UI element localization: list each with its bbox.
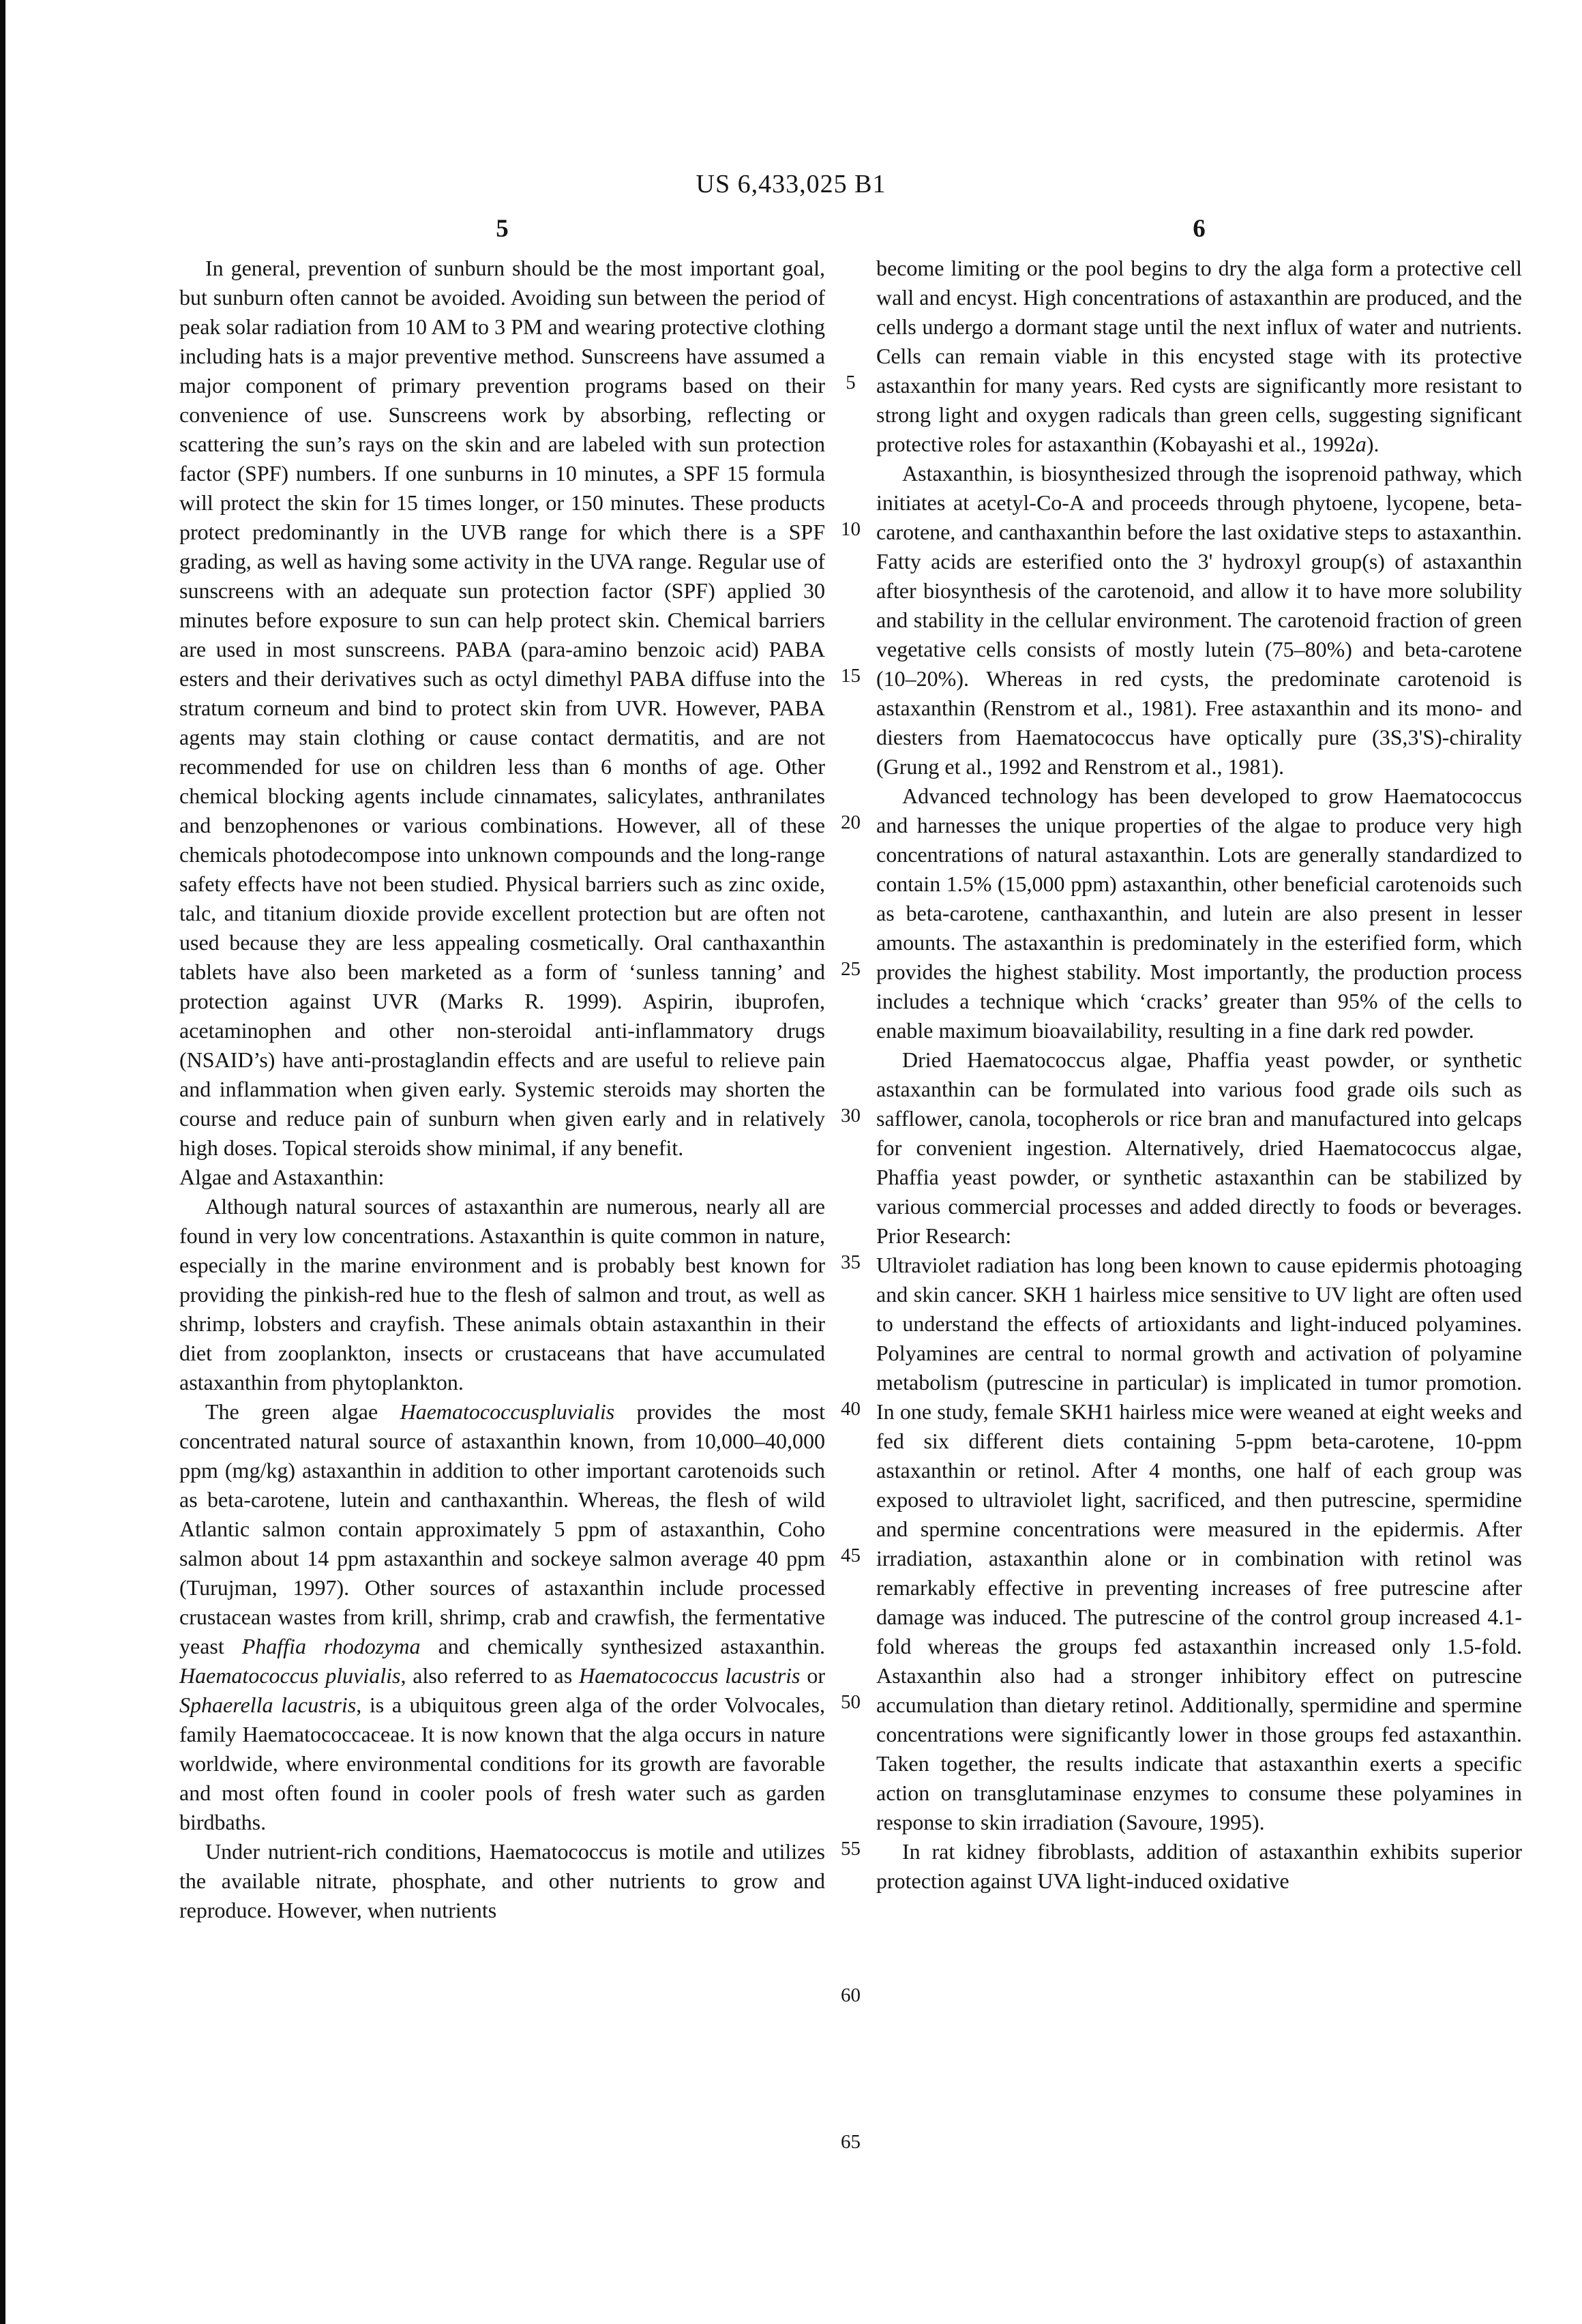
- italic-text-run: Haematococcus pluvialis: [179, 1663, 401, 1688]
- italic-text-run: Haematococcuspluvialis: [400, 1399, 615, 1424]
- gutter-line-number: 15: [841, 665, 861, 687]
- text-run: or: [800, 1663, 826, 1688]
- text-run: ).: [1366, 432, 1379, 456]
- paragraph: [179, 1192, 825, 1397]
- scan-edge-artifact: [0, 0, 5, 2324]
- gutter-line-number: 5: [846, 372, 856, 393]
- text-run: Under nutrient-rich conditions, Haematococcus is motile and utilizes the available nitrate, phosphate, and other nutrients to grow and reproduce. However, when nutrients: [179, 1839, 825, 1922]
- paragraph: [179, 1163, 825, 1192]
- text-run: Algae and Astaxanthin:: [179, 1165, 385, 1189]
- gutter-line-number: 45: [841, 1545, 861, 1566]
- paragraph: [876, 1251, 1522, 1837]
- column-number-left: 5: [496, 215, 509, 243]
- gutter-line-number: 50: [841, 1691, 861, 1713]
- paragraph: [179, 254, 825, 1163]
- gutter-line-number: 30: [841, 1105, 861, 1127]
- text-run: In rat kidney fibroblasts, addition of astaxanthin exhibits superior protection against UVA light-induced oxidative: [876, 1839, 1522, 1893]
- gutter-line-number: 10: [841, 518, 861, 540]
- paragraph: [876, 254, 1522, 459]
- patent-text-column-left: [179, 254, 825, 1925]
- paragraph: [876, 1045, 1522, 1251]
- italic-text-run: Sphaerella lacustris: [179, 1693, 357, 1717]
- patent-text-column-right: [876, 254, 1522, 1896]
- gutter-line-number: 40: [841, 1398, 861, 1420]
- patent-number-header: US 6,433,025 B1: [696, 170, 886, 198]
- text-run: Advanced technology has been developed to grow Haematococcus and harnesses the unique properties of the algae to produce very high concentrations of natural astaxanthin. Lots are generally standardized to contain 1.5% (15,000 ppm) astaxanthin, other beneficial carotenoids such as beta-carotene, canthaxanthin, and lutein are also present in lesser amounts. The astaxanthin is predominately in the esterified form, which provides the highest stability. Most importantly, the production process includes a technique which ‘cracks’ greater than 95% of the cells to enable maximum bioavailability, resulting in a fine dark red powder.: [876, 784, 1522, 1043]
- column-number-right: 6: [1193, 215, 1206, 243]
- text-run: In general, prevention of sunburn should be the most important goal, but sunburn often cannot be avoided. Avoiding sun between the period of peak solar radiation from 10 AM to 3 PM and wearing protective clothing including hats is a major preventive method. Sunscreens have assumed a major component of primary prevention programs based on their convenience of use. Sunscreens work by absorbing, reflecting or scattering the sun’s rays on the skin and are labeled with sun protection factor (SPF) numbers. If one sunburns in 10 minutes, a SPF 15 formula will protect the skin for 15 times longer, or 150 minutes. These products protect predominantly in the UVB range for which there is a SPF grading, as well as having some activity in the UVA range. Regular use of sunscreens with an adequate sun protection factor (SPF) applied 30 minutes before exposure to sun can help protect skin. Chemical barriers are used in most sunscreens. PABA (para-amino benzoic acid) PABA esters and their derivatives such as octyl dimethyl PABA diffuse into the stratum corneum and bind to protect skin from UVR. However, PABA agents may stain clothing or cause contact dermatitis, and are not recommended for use on children less than 6 months of age. Other chemical blocking agents include cinnamates, salicylates, anthranilates and benzophenones or various combinations. However, all of these chemicals photodecompose into unknown compounds and the long-range safety effects have not been studied. Physical barriers such as zinc oxide, talc, and titanium dioxide provide excellent protection but are often not used because they are less appealing cosmetically. Oral canthaxanthin tablets have also been marketed as a form of ‘sunless tanning’ and protection against UVR (Marks R. 1999). Aspirin, ibuprofen, acetaminophen and other non-steroidal anti-inflammatory drugs (NSAID’s) have anti-prostaglandin effects and are useful to relieve pain and inflammation when given early. Systemic steroids may shorten the course and reduce pain of sunburn when given early and in relatively high doses. Topical steroids show minimal, if any benefit.: [179, 256, 825, 1160]
- text-run: Astaxanthin, is biosynthesized through the isoprenoid pathway, which initiates at acetyl-Co-A and proceeds through phytoene, lycopene, beta-carotene, and canthaxanthin before the last oxidative steps to astaxanthin. Fatty acids are esterified onto the 3' hydroxyl group(s) of astaxanthin after biosynthesis of the carotenoid, and allow it to have more solubility and stability in the cellular environment. The carotenoid fraction of green vegetative cells consists of mostly lutein (75–80%) and beta-carotene (10–20%). Whereas in red cysts, the predominate carotenoid is astaxanthin (Renstrom et al., 1981). Free astaxanthin and its mono- and diesters from Haematococcus have optically pure (3S,3'S)-chirality (Grung et al., 1992 and Renstrom et al., 1981).: [876, 461, 1522, 779]
- text-run: , also referred to as: [400, 1663, 580, 1688]
- italic-text-run: Haematococcus lacustris: [579, 1663, 801, 1688]
- gutter-line-number: 35: [841, 1251, 861, 1273]
- gutter-line-number: 60: [841, 1984, 861, 2006]
- italic-text-run: Phaffia rhodozyma: [241, 1634, 421, 1658]
- text-run: Although natural sources of astaxanthin are numerous, nearly all are found in very low concentrations. Astaxanthin is quite common in nature, especially in the marine environment and is probably best known for providing the pinkish-red hue to the flesh of salmon and trout, as well as shrimp, lobsters and crayfish. These animals obtain astaxanthin in their diet from zooplankton, insects or crustaceans that have accumulated astaxanthin from phytoplankton.: [179, 1194, 825, 1395]
- text-run: become limiting or the pool begins to dry the alga form a protective cell wall and encyst. High concentrations of astaxanthin are produced, and the cells undergo a dormant stage until the next influx of water and nutrients. Cells can remain viable in this encysted stage with its protective astaxanthin for many years. Red cysts are significantly more resistant to strong light and oxygen radicals than green cells, suggesting significant protective roles for astaxanthin (Kobayashi et al., 1992: [876, 256, 1522, 456]
- gutter-line-number: 65: [841, 2131, 861, 2153]
- line-number-gutter: [826, 368, 875, 2157]
- gutter-line-number: 25: [841, 958, 861, 980]
- paragraph: [179, 1397, 825, 1837]
- text-run: provides the most concentrated natural source of astaxanthin known, from 10,000–40,000 ppm (mg/kg) astaxanthin in addition to other important carotenoids such as beta-carotene, lutein and canthaxanthin. Whereas, the flesh of wild Atlantic salmon contain approximately 5 ppm of astaxanthin, Coho salmon about 14 ppm astaxanthin and sockeye salmon average 40 ppm (Turujman, 1997). Other sources of astaxanthin include processed crustacean wastes from krill, shrimp, crab and crawfish, the fermentative yeast: [179, 1399, 825, 1658]
- paragraph: [179, 1837, 825, 1925]
- text-run: and chemically synthesized astaxanthin.: [420, 1634, 826, 1658]
- gutter-line-number: 55: [841, 1838, 861, 1860]
- text-run: , is a ubiquitous green alga of the order Volvocales, family Haematococcaceae. It is now known that the alga occurs in nature worldwide, where environmental conditions for its growth are favorable and most often found in cooler pools of fresh water such as garden birdbaths.: [179, 1693, 826, 1834]
- paragraph: [876, 781, 1522, 1045]
- paragraph: [876, 1837, 1522, 1896]
- italic-text-run: a: [1355, 432, 1367, 456]
- text-run: Ultraviolet radiation has long been known to cause epidermis photoaging and skin cancer. SKH 1 hairless mice sensitive to UV light are often used to understand the effects of artioxidants and light-induced polyamines. Polyamines are central to normal growth and activation of polyamine metabolism (putrescine in particular) is implicated in tumor promotion. In one study, female SKH1 hairless mice were weaned at eight weeks and fed six different diets containing 5-ppm beta-carotene, 10-ppm astaxanthin or retinol. After 4 months, one half of each group was exposed to ultraviolet light, sacrificed, and then putrescine, spermidine and spermine concentrations were measured in the epidermis. After irradiation, astaxanthin alone or in combination with retinol was remarkably effective in preventing increases of free putrescine after damage was induced. The putrescine of the control group increased 4.1-fold whereas the groups fed astaxanthin increased only 1.5-fold. Astaxanthin also had a stronger inhibitory effect on putrescine accumulation than dietary retinol. Additionally, spermidine and spermine concentrations were significantly lower in those groups fed astaxanthin. Taken together, the results indicate that astaxanthin exerts a specific action on transglutaminase enzymes to consume these polyamines in response to skin irradiation (Savoure, 1995).: [876, 1253, 1522, 1834]
- text-run: The green algae: [205, 1399, 400, 1424]
- paragraph: [876, 459, 1522, 781]
- text-run: Dried Haematococcus algae, Phaffia yeast powder, or synthetic astaxanthin can be formulated into various food grade oils such as safflower, canola, tocopherols or rice bran and manufactured into gelcaps for convenient ingestion. Alternatively, dried Haematococcus algae, Phaffia yeast powder, or synthetic astaxanthin can be stabilized by various commercial processes and added directly to foods or beverages. Prior Research:: [876, 1047, 1522, 1248]
- gutter-line-number: 20: [841, 811, 861, 833]
